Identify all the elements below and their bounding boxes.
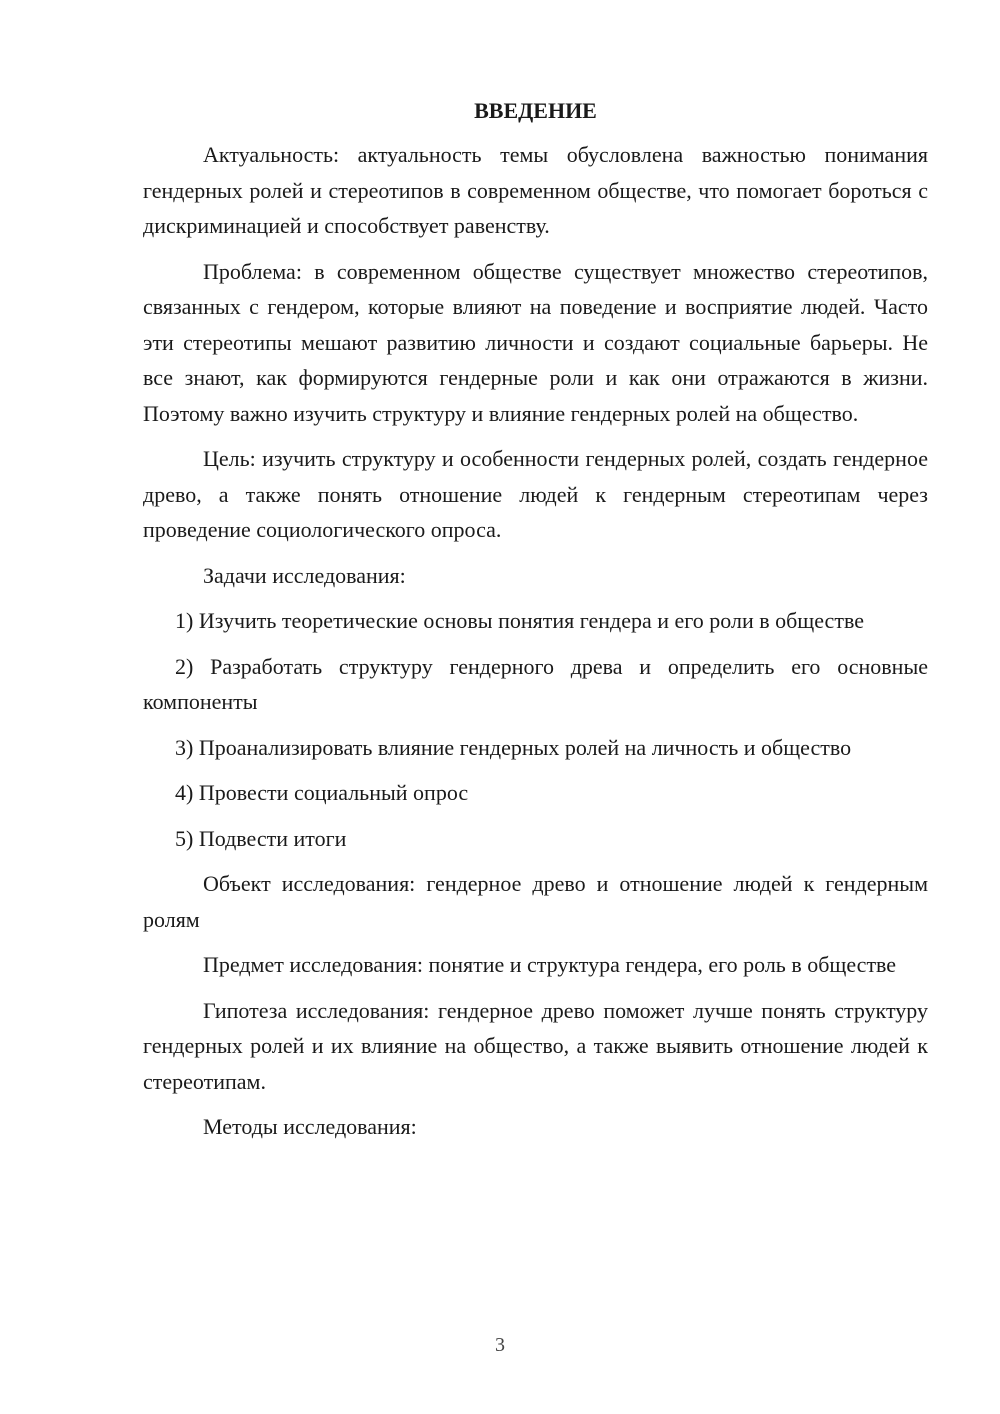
hypothesis-paragraph: Гипотеза исследования: гендерное древо поможет лучше понять структуру гендерных ролей и их влияние на общество, а также выявить отношение людей к стереотипам. bbox=[143, 997, 928, 1094]
page-number: 3 bbox=[495, 1334, 505, 1356]
task-item-1: 1) Изучить теоретические основы понятия гендера и его роли в обществе bbox=[175, 608, 864, 633]
task-item-3: 3) Проанализировать влияние гендерных ролей на личность и общество bbox=[175, 734, 852, 760]
document-page bbox=[143, 95, 928, 1155]
subject-paragraph: Предмет исследования: понятие и структура гендера, его роль в обществе bbox=[203, 952, 897, 977]
task-item-2: 2) Разработать структуру гендерного древа и определить его основные компоненты bbox=[143, 653, 928, 714]
task-item-5: 5) Подвести итоги bbox=[175, 825, 347, 851]
task-item-4: 4) Провести социальный опрос bbox=[175, 780, 469, 805]
methods-heading: Методы исследования: bbox=[203, 1114, 417, 1139]
goal-paragraph: Цель: изучить структуру и особенности гендерных ролей, создать гендерное древо, а также понять отношение людей к гендерным стереотипам через проведение социологического опроса. bbox=[143, 446, 928, 542]
tasks-heading: Задачи исследования: bbox=[203, 562, 406, 588]
section-title: ВВЕДЕНИЕ bbox=[474, 98, 597, 123]
relevance-paragraph: Актуальность: актуальность темы обусловлена важностью понимания гендерных ролей и стереотипов в современном обществе, что помогает бороться с дискриминацией и способствует равенству. bbox=[143, 142, 928, 238]
object-paragraph: Объект исследования: гендерное древо и отношение людей к гендерным ролям bbox=[143, 871, 928, 932]
problem-paragraph: Проблема: в современном обществе существует множество стереотипов, связанных с гендером, которые влияют на поведение и восприятие людей. Часто эти стереотипы мешают развитию личности и создают социальные барьеры. Не все знают, как формируются гендерные роли и как они отражаются в жизни. Поэтому важно изучить структуру и влияние гендерных ролей на общество. bbox=[143, 258, 928, 426]
